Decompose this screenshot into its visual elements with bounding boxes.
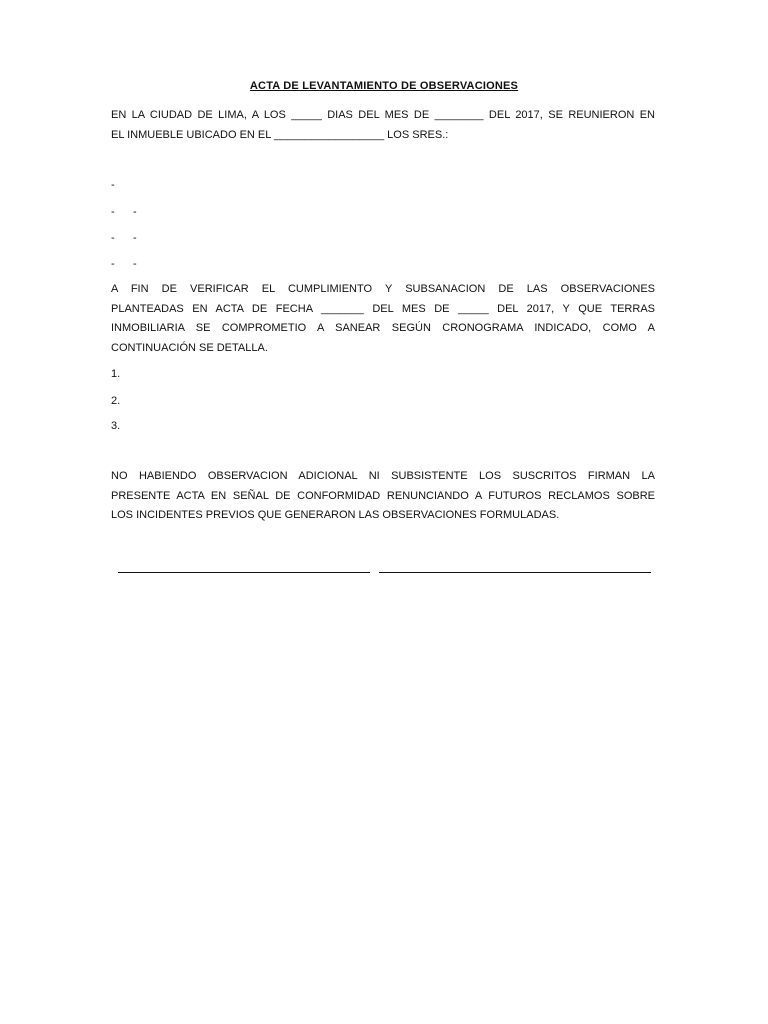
- purpose-line: INMOBILIARIA SE COMPROMETIO A SANEAR SEGÚN CRONOGRAMA INDICADO, COMO A: [111, 322, 655, 334]
- bullet-dash: -: [133, 232, 137, 244]
- purpose-line: CONTINUACIÓN SE DETALLA.: [111, 341, 268, 354]
- numbered-item: 3.: [111, 420, 121, 432]
- attendee-bullet: [111, 178, 115, 192]
- intro-paragraph: [111, 106, 655, 145]
- signature-line-left: [118, 572, 370, 573]
- bullet-dash: -: [111, 258, 115, 270]
- closing-paragraph: [111, 467, 655, 526]
- document-title: ACTA DE LEVANTAMIENTO DE OBSERVACIONES: [249, 80, 519, 92]
- purpose-line: PLANTEADAS EN ACTA DE FECHA _______ DEL MES DE _____ DEL 2017, Y QUE TERRAS: [111, 302, 655, 315]
- closing-line: PRESENTE ACTA EN SEÑAL DE CONFORMIDAD RENUNCIANDO A FUTUROS RECLAMOS SOBRE: [111, 489, 655, 502]
- bullet-dash: -: [133, 206, 137, 218]
- attendee-bullet: [111, 205, 137, 219]
- intro-line: EN LA CIUDAD DE LIMA, A LOS _____ DIAS DEL MES DE ________ DEL 2017, SE REUNIERON EN: [111, 109, 655, 121]
- numbered-item: 1.: [111, 368, 121, 380]
- purpose-line: A FIN DE VERIFICAR EL CUMPLIMIENTO Y SUBSANACION DE LAS OBSERVACIONES: [111, 283, 655, 295]
- bullet-dash: -: [111, 232, 115, 244]
- intro-line: EL INMUEBLE UBICADO EN EL __________________ LOS SRES.:: [111, 128, 449, 141]
- numbered-item: 2.: [111, 395, 121, 407]
- bullet-dash: -: [111, 206, 115, 218]
- signature-line-right: [379, 572, 651, 573]
- closing-line: NO HABIENDO OBSERVACION ADICIONAL NI SUBSISTENTE LOS SUSCRITOS FIRMAN LA: [111, 470, 655, 482]
- closing-line: LOS INCIDENTES PREVIOS QUE GENERARON LAS OBSERVACIONES FORMULADAS.: [111, 509, 560, 521]
- bullet-dash: -: [111, 179, 115, 191]
- purpose-paragraph: [111, 280, 655, 358]
- bullet-dash: -: [133, 258, 137, 270]
- attendee-bullet: [111, 231, 137, 245]
- attendee-bullet: [111, 257, 137, 271]
